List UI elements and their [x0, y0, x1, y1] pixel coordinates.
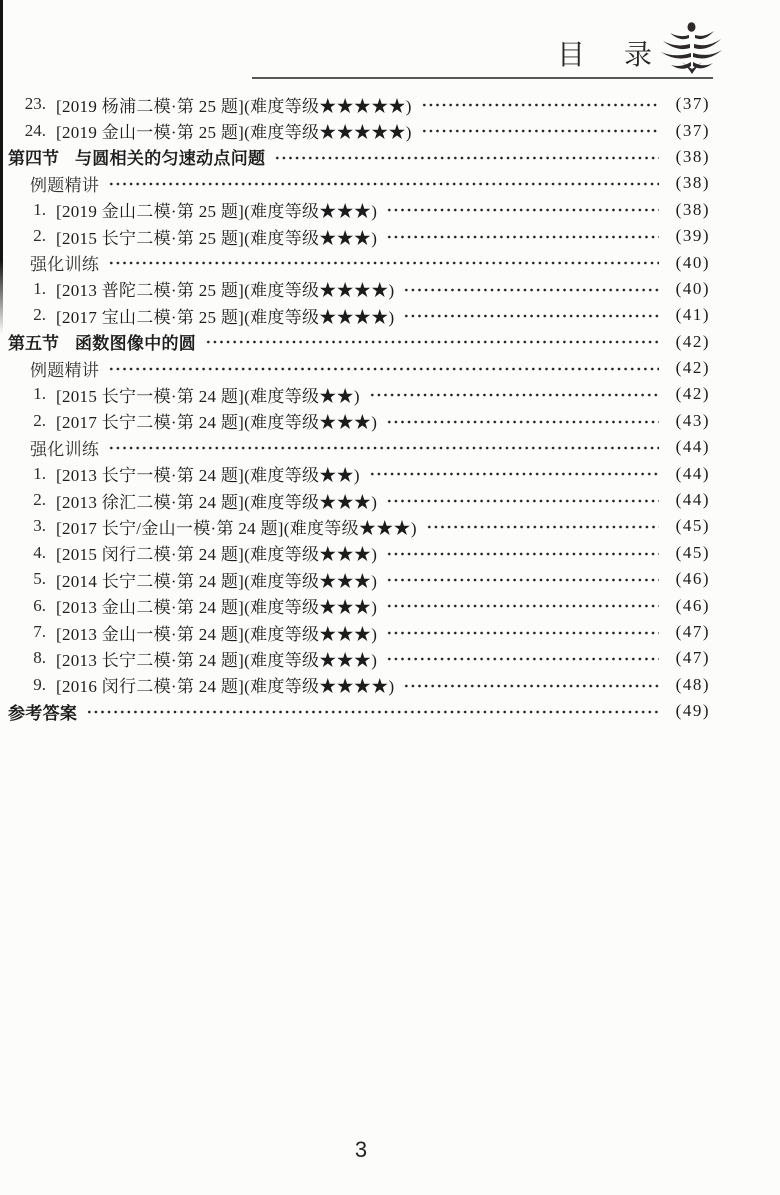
dotted-leader	[386, 408, 659, 434]
toc-row-page-number: (46)	[675, 569, 710, 589]
toc-row-label: [2019 杨浦二模·第 25 题](难度等级★★★★★)	[56, 96, 412, 116]
toc-row-label: 强化训练	[30, 439, 100, 459]
dotted-leader	[421, 117, 659, 143]
toc-row-label: 函数图像中的圆	[75, 334, 197, 354]
dotted-leader	[108, 434, 659, 460]
header-divider	[252, 77, 713, 79]
page-number: 3	[354, 1137, 368, 1162]
toc-row-number: 2.	[33, 410, 46, 430]
toc-row-page-number: (48)	[675, 674, 710, 694]
toc-row-page-number: (40)	[675, 252, 710, 272]
toc-row-page-number: (40)	[675, 278, 710, 298]
toc-row	[8, 117, 710, 143]
toc-row-number: 4.	[33, 542, 46, 562]
dotted-leader	[426, 513, 659, 539]
dotted-leader	[386, 645, 659, 671]
toc-row-page-number: (39)	[675, 226, 710, 246]
toc-row-label: [2017 长宁/金山一模·第 24 题](难度等级★★★)	[56, 518, 417, 538]
toc-row-page-number: (38)	[675, 146, 710, 166]
toc-row-label: [2013 徐汇二模·第 24 题](难度等级★★★)	[56, 492, 378, 512]
toc-row-page-number: (47)	[675, 648, 710, 668]
toc-row	[8, 592, 710, 618]
toc-row-label: [2017 宝山二模·第 25 题](难度等级★★★★)	[56, 307, 395, 327]
toc-row-page-number: (41)	[675, 305, 710, 325]
toc-row-number: 第四节	[8, 149, 59, 169]
toc-row-label: [2013 普陀二模·第 25 题](难度等级★★★★)	[56, 281, 395, 301]
dotted-leader	[386, 566, 659, 592]
toc-row-label: [2019 金山一模·第 25 题](难度等级★★★★★)	[56, 123, 412, 143]
toc-row-number: 2.	[33, 226, 46, 246]
toc-row-label: 强化训练	[30, 255, 100, 275]
dotted-leader	[403, 672, 659, 698]
toc-row-page-number: (44)	[675, 437, 710, 457]
toc-row-label: [2013 长宁二模·第 24 题](难度等级★★★)	[56, 650, 378, 670]
dotted-leader	[86, 698, 659, 724]
toc-row-label: [2015 长宁一模·第 24 题](难度等级★★)	[56, 386, 360, 406]
dotted-leader	[108, 170, 659, 196]
toc-row	[8, 540, 710, 566]
dotted-leader	[386, 592, 659, 618]
toc-row-number: 9.	[33, 674, 46, 694]
dotted-leader	[386, 619, 659, 645]
toc-row-number: 1.	[33, 463, 46, 483]
toc-row-label: [2013 金山一模·第 24 题](难度等级★★★)	[56, 624, 378, 644]
toc-row	[8, 698, 710, 724]
toc-row-page-number: (43)	[675, 410, 710, 430]
toc-row-number: 8.	[33, 648, 46, 668]
toc-row-number: 5.	[33, 569, 46, 589]
toc-row-page-number: (42)	[675, 358, 710, 378]
toc-row-label: [2019 金山二模·第 25 题](难度等级★★★)	[56, 202, 378, 222]
toc-row-page-number: (46)	[675, 595, 710, 615]
toc-row-label: 参考答案	[8, 703, 78, 723]
toc-row-label: [2015 闵行二模·第 24 题](难度等级★★★)	[56, 545, 378, 565]
toc-row-number: 23.	[24, 94, 46, 114]
toc-row-label: [2015 长宁二模·第 25 题](难度等级★★★)	[56, 228, 378, 248]
toc-row-page-number: (44)	[675, 490, 710, 510]
toc-row-page-number: (47)	[675, 622, 710, 641]
toc-row-number: 第五节	[8, 334, 59, 354]
toc-row-number: 1.	[33, 199, 46, 219]
toc-row-number: 24.	[24, 120, 46, 140]
toc-row	[8, 566, 710, 592]
toc-row-number: 2.	[33, 305, 46, 325]
toc-row	[30, 355, 710, 381]
toc-row-page-number: (37)	[675, 120, 710, 140]
toc-row-page-number: (38)	[675, 199, 710, 219]
dotted-leader	[403, 276, 659, 302]
dotted-leader	[274, 144, 659, 170]
toc-row	[8, 645, 710, 671]
toc-row-page-number: (45)	[675, 542, 710, 562]
toc-row	[8, 619, 710, 645]
toc-row	[30, 249, 710, 275]
toc-row-number: 2.	[33, 490, 46, 510]
toc-row	[8, 329, 710, 355]
toc-row-label: [2013 长宁一模·第 24 题](难度等级★★)	[56, 466, 360, 486]
toc-row-label: 例题精讲	[30, 360, 100, 380]
scan-edge-artifact	[0, 0, 3, 334]
dotted-leader	[369, 460, 659, 486]
toc-row-page-number: (42)	[675, 384, 710, 404]
toc-row-label: [2013 金山二模·第 24 题](难度等级★★★)	[56, 598, 378, 618]
toc-row	[8, 408, 710, 434]
toc-row-number: 7.	[33, 622, 46, 641]
toc-row-label: 例题精讲	[30, 175, 100, 195]
dotted-leader	[386, 197, 659, 223]
dotted-leader	[386, 223, 659, 249]
dotted-leader	[205, 329, 659, 355]
toc-row-label: [2016 闵行二模·第 24 题](难度等级★★★★)	[56, 677, 395, 697]
toc-row-label: 与圆相关的匀速动点问题	[75, 149, 266, 169]
toc-row	[30, 170, 710, 196]
toc-row	[8, 91, 710, 117]
toc-row-number: 6.	[33, 595, 46, 615]
toc-row	[8, 223, 710, 249]
toc-row-page-number: (38)	[675, 173, 710, 193]
dotted-leader	[386, 540, 659, 566]
toc-row-number: 3.	[33, 516, 46, 536]
toc-row-number: 1.	[33, 384, 46, 404]
toc-row-page-number: (37)	[675, 94, 710, 114]
toc-row	[8, 672, 710, 698]
dotted-leader	[108, 249, 659, 275]
page-title: 目 录	[556, 40, 653, 71]
toc-row-page-number: (45)	[675, 516, 710, 536]
toc-row	[8, 487, 710, 513]
toc-row-label: [2014 长宁二模·第 24 题](难度等级★★★)	[56, 571, 378, 591]
toc-row-page-number: (44)	[675, 463, 710, 483]
toc-row	[8, 513, 710, 539]
dotted-leader	[108, 355, 659, 381]
toc-row	[8, 381, 710, 407]
dotted-leader	[403, 302, 659, 328]
toc-row	[8, 302, 710, 328]
dotted-leader	[369, 381, 659, 407]
toc-row	[8, 460, 710, 486]
toc-row	[30, 434, 710, 460]
toc-row-label: [2017 长宁二模·第 24 题](难度等级★★★)	[56, 413, 378, 433]
toc-row	[8, 144, 710, 170]
toc-row-page-number: (42)	[675, 331, 710, 351]
toc-row	[8, 197, 710, 223]
dotted-leader	[386, 487, 659, 513]
toc-row-page-number: (49)	[675, 701, 710, 721]
toc-row	[8, 276, 710, 302]
dotted-leader	[421, 91, 659, 117]
toc-row-number: 1.	[33, 278, 46, 298]
toc-list	[8, 91, 710, 724]
leaf-ornament-icon	[658, 20, 722, 78]
